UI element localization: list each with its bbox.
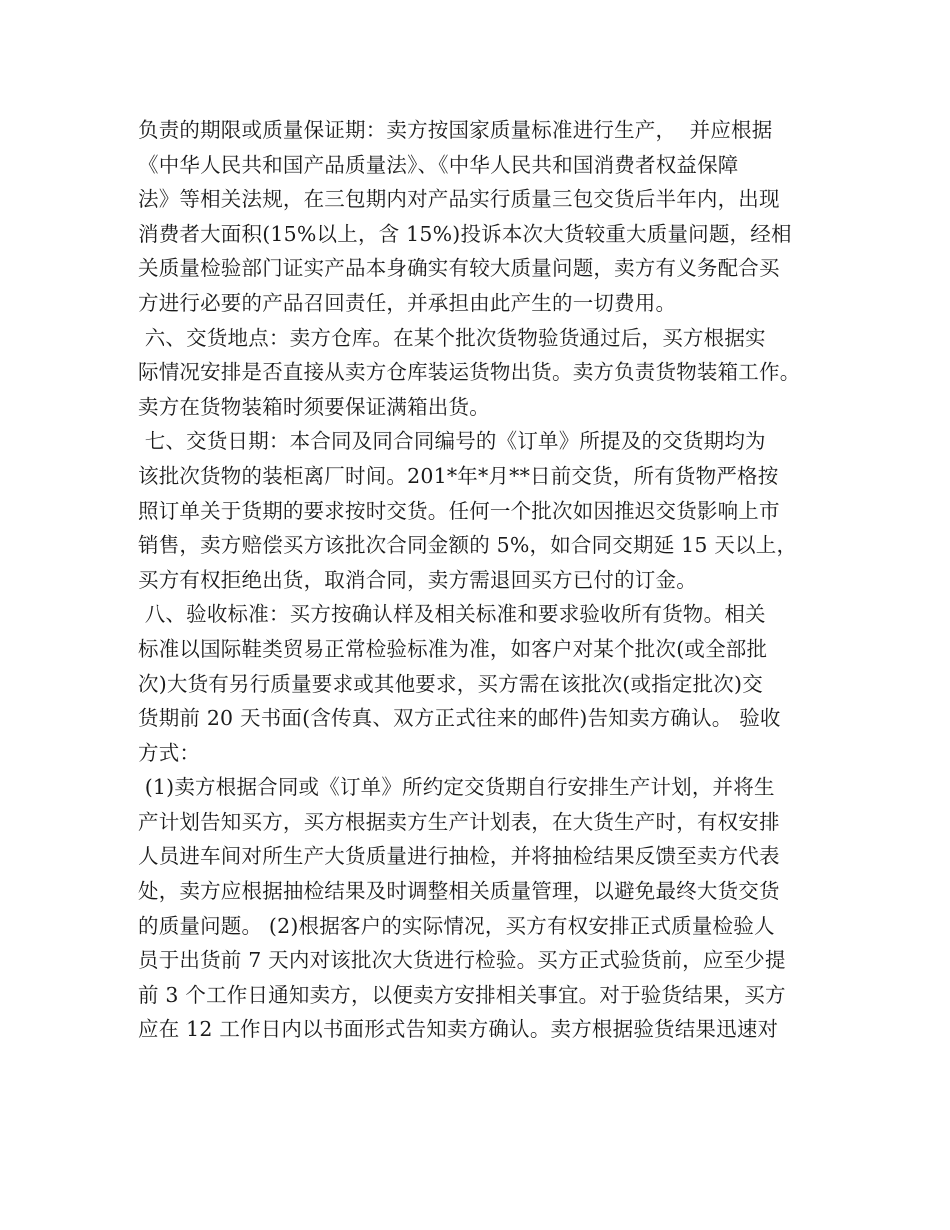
text-line: 次)大货有另行质量要求或其他要求，买方需在该批次(或指定批次)交 <box>138 671 763 696</box>
text-line: 负责的期限或质量保证期：卖方按国家质量标准进行生产， 并应根据 <box>138 118 773 142</box>
text-line: 标准以国际鞋类贸易正常检验标准为准，如客户对某个批次(或全部批 <box>138 636 768 661</box>
text-line: 法》等相关法规，在三包期内对产品实行质量三包交货后半年内，出现 <box>138 187 780 212</box>
text-line: 《中华人民共和国产品质量法》、《中华人民共和国消费者权益保障 <box>138 152 739 177</box>
text-line: 卖方在货物装箱时须要保证满箱出货。 <box>138 394 490 419</box>
section-heading-line: 六、交货地点：卖方仓库。在某个批次货物验货通过后，买方根据实 <box>138 325 766 350</box>
section-heading-line: 七、交货日期：本合同及同合同编号的《订单》所提及的交货期均为 <box>138 429 766 454</box>
text-line: 员于出货前 7 天内对该批次大货进行检验。买方正式验货前，应至少提 <box>138 948 786 973</box>
text-line: 产计划告知买方，买方根据卖方生产计划表，在大货生产时，有权安排 <box>138 809 780 834</box>
list-item-line: (1)卖方根据合同或《订单》所约定交货期自行安排生产计划，并将生 <box>138 775 775 800</box>
text-line: 消费者大面积(15%以上，含 15%)投诉本次大货较重大质量问题，经相 <box>138 221 792 246</box>
text-line: 人员进车间对所生产大货质量进行抽检，并将抽检结果反馈至卖方代表 <box>138 844 780 869</box>
text-line: 前 3 个工作日通知卖方，以便卖方安排相关事宜。对于验货结果，买方 <box>138 982 786 1007</box>
text-line: 的质量问题。 (2)根据客户的实际情况，买方有权安排正式质量检验人 <box>138 913 775 938</box>
text-line: 际情况安排是否直接从卖方仓库装运货物出货。卖方负责货物装箱工作。 <box>138 360 801 385</box>
text-line: 处，卖方应根据抽检结果及时调整相关质量管理，以避免最终大货交货 <box>138 879 780 904</box>
text-line: 方进行必要的产品召回责任，并承担由此产生的一切费用。 <box>138 290 677 315</box>
text-line: 照订单关于货期的要求按时交货。任何一个批次如因推迟交货影响上市 <box>138 498 780 523</box>
text-line: 应在 12 工作日内以书面形式告知卖方确认。卖方根据验货结果迅速对 <box>138 1017 779 1042</box>
text-line: 货期前 20 天书面(含传真、双方正式往来的邮件)告知卖方确认。 验收 <box>138 706 781 731</box>
text-line: 方式： <box>138 740 201 765</box>
text-line: 销售，卖方赔偿买方该批次合同金额的 5%，如合同交期延 15 天以上， <box>138 533 798 558</box>
text-line: 该批次货物的装柜离厂时间。201*年*月**日前交货，所有货物严格按 <box>138 463 779 488</box>
contract-body-text <box>138 113 838 1047</box>
text-line: 买方有权拒绝出货，取消合同，卖方需退回买方已付的订金。 <box>138 567 697 592</box>
section-heading-line: 八、验收标准：买方按确认样及相关标准和要求验收所有货物。相关 <box>138 602 766 627</box>
text-line: 关质量检验部门证实产品本身确实有较大质量问题，卖方有义务配合买 <box>138 256 780 281</box>
